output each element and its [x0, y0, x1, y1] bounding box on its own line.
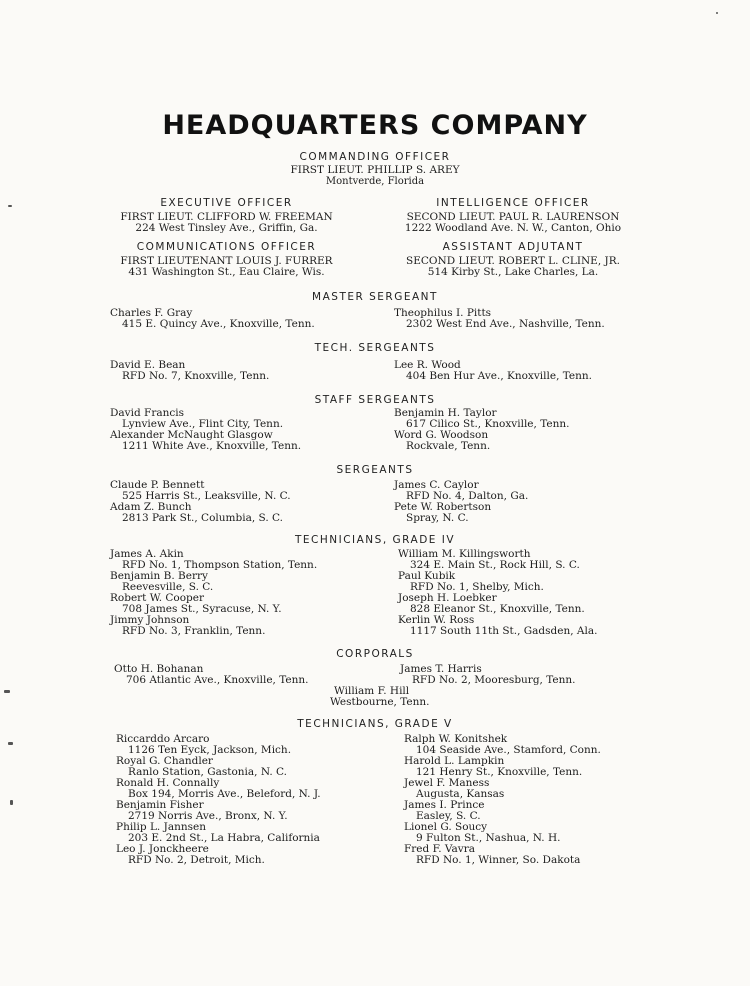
member-name: Paul Kubik	[398, 570, 456, 582]
assistant-adjutant-block	[394, 241, 632, 278]
section-heading-sergeants: SERGEANTS	[336, 464, 414, 476]
member-address: 1126 Ten Eyck, Jackson, Mich.	[128, 744, 292, 756]
executive-officer-name: FIRST LIEUT. CLIFFORD W. FREEMAN	[120, 211, 333, 223]
list-item	[404, 800, 601, 822]
list-item	[400, 664, 575, 686]
member-name: Leo J. Jonckheere	[116, 843, 209, 855]
scan-speck	[716, 12, 718, 14]
member-name: William F. Hill	[334, 685, 410, 697]
member-name: David Francis	[110, 407, 184, 419]
list-item	[116, 756, 321, 778]
member-name: Kerlin W. Ross	[398, 614, 475, 626]
list-item	[110, 430, 301, 452]
staff-sergeants-right-column	[394, 408, 569, 452]
member-name: Adam Z. Bunch	[110, 501, 192, 513]
section-heading-corporals: CORPORALS	[336, 648, 414, 660]
member-address: RFD No. 2, Mooresburg, Tenn.	[412, 674, 576, 686]
member-address: 404 Ben Hur Ave., Knoxville, Tenn.	[406, 370, 593, 382]
member-name: Alexander McNaught Glasgow	[110, 429, 273, 441]
member-name: James C. Caylor	[394, 479, 479, 491]
member-name: Royal G. Chandler	[116, 755, 213, 767]
member-address: 708 James St., Syracuse, N. Y.	[122, 603, 282, 615]
grade-iv-left-column	[110, 549, 317, 637]
member-name: Philip L. Jannsen	[116, 821, 206, 833]
member-name: David E. Bean	[110, 359, 186, 371]
list-item	[116, 778, 321, 800]
list-item	[404, 778, 601, 800]
list-item	[110, 480, 291, 502]
member-address: 2813 Park St., Columbia, S. C.	[122, 512, 283, 524]
member-address: 121 Henry St., Knoxville, Tenn.	[416, 766, 583, 778]
intelligence-officer-name: SECOND LIEUT. PAUL R. LAURENSON	[406, 211, 620, 223]
list-item	[404, 734, 601, 756]
list-item	[116, 734, 321, 756]
grade-iv-right-column	[398, 549, 597, 637]
member-address: 828 Eleanor St., Knoxville, Tenn.	[410, 603, 585, 615]
member-address: 1117 South 11th St., Gadsden, Ala.	[410, 625, 598, 637]
list-item	[110, 571, 317, 593]
member-address: RFD No. 1, Shelby, Mich.	[410, 581, 544, 593]
list-item	[394, 408, 569, 430]
section-heading-technicians-grade-v: TECHNICIANS, GRADE V	[297, 718, 453, 730]
commanding-officer-heading: COMMANDING OFFICER	[299, 151, 451, 163]
member-name: Benjamin Fisher	[116, 799, 204, 811]
member-address: Augusta, Kansas	[416, 788, 505, 800]
list-item	[398, 549, 597, 571]
member-address: 706 Atlantic Ave., Knoxville, Tenn.	[126, 674, 309, 686]
member-name: Pete W. Robertson	[394, 501, 492, 513]
member-address: Rockvale, Tenn.	[406, 440, 491, 452]
tech-sergeants-right-column	[394, 360, 592, 382]
member-name: Riccarddo Arcaro	[116, 733, 210, 745]
member-address: Lynview Ave., Flint City, Tenn.	[122, 418, 284, 430]
member-name: Benjamin H. Taylor	[394, 407, 497, 419]
list-item	[394, 360, 592, 382]
list-item	[110, 502, 291, 524]
list-item	[116, 844, 321, 866]
master-sergeant-left-column	[110, 308, 315, 330]
member-name: Charles F. Gray	[110, 307, 193, 319]
scan-speck	[8, 205, 12, 207]
member-name: Harold L. Lampkin	[404, 755, 505, 767]
list-item	[404, 822, 601, 844]
list-item	[110, 360, 269, 382]
corporals-left-column	[114, 664, 309, 686]
member-name: Word G. Woodson	[394, 429, 489, 441]
member-address: 415 E. Quincy Ave., Knoxville, Tenn.	[122, 318, 315, 330]
member-address: RFD No. 7, Knoxville, Tenn.	[122, 370, 270, 382]
communications-officer-block	[108, 241, 345, 278]
member-address: Easley, S. C.	[416, 810, 481, 822]
member-address: 9 Fulton St., Nashua, N. H.	[416, 832, 561, 844]
member-address: Spray, N. C.	[406, 512, 469, 524]
intelligence-officer-address: 1222 Woodland Ave. N. W., Canton, Ohio	[404, 222, 622, 234]
scan-speck	[8, 742, 13, 745]
list-item	[110, 308, 315, 330]
page-title: HEADQUARTERS COMPANY	[162, 110, 588, 141]
commanding-officer-address: Montverde, Florida	[325, 176, 425, 187]
executive-officer-block	[108, 197, 345, 234]
sergeants-left-column	[110, 480, 291, 524]
member-address: 2302 West End Ave., Nashville, Tenn.	[406, 318, 605, 330]
list-item	[394, 430, 569, 452]
member-address: RFD No. 1, Winner, So. Dakota	[416, 854, 581, 866]
corporals-center-entry	[330, 686, 430, 708]
member-name: Fred F. Vavra	[404, 843, 475, 855]
list-item	[110, 615, 317, 637]
sergeants-right-column	[394, 480, 528, 524]
member-name: Lionel G. Soucy	[404, 821, 488, 833]
member-name: Joseph H. Loebker	[398, 592, 497, 604]
member-address: 525 Harris St., Leaksville, N. C.	[122, 490, 291, 502]
list-item	[114, 664, 309, 686]
corporals-right-column	[400, 664, 575, 686]
member-name: William M. Killingsworth	[398, 548, 531, 560]
communications-officer-address: 431 Washington St., Eau Claire, Wis.	[128, 266, 325, 278]
communications-officer-name: FIRST LIEUTENANT LOUIS J. FURRER	[120, 255, 333, 267]
list-item	[116, 800, 321, 822]
member-name: Ronald H. Connally	[116, 777, 220, 789]
grade-v-left-column	[116, 734, 321, 866]
member-name: Ralph W. Konitshek	[404, 733, 508, 745]
member-address: RFD No. 4, Dalton, Ga.	[406, 490, 529, 502]
assistant-adjutant-name: SECOND LIEUT. ROBERT L. CLINE, JR.	[406, 255, 620, 267]
member-address: 2719 Norris Ave., Bronx, N. Y.	[128, 810, 288, 822]
member-address: Westbourne, Tenn.	[330, 696, 430, 708]
member-name: Robert W. Cooper	[110, 592, 205, 604]
member-name: Otto H. Bohanan	[114, 663, 204, 675]
list-item	[404, 756, 601, 778]
section-heading-staff-sergeants: STAFF SERGEANTS	[314, 394, 436, 406]
tech-sergeants-left-column	[110, 360, 269, 382]
intelligence-officer-heading: INTELLIGENCE OFFICER	[436, 197, 590, 209]
assistant-adjutant-address: 514 Kirby St., Lake Charles, La.	[427, 266, 599, 278]
list-item	[398, 593, 597, 615]
member-address: Ranlo Station, Gastonia, N. C.	[128, 766, 288, 778]
executive-officer-heading: EXECUTIVE OFFICER	[160, 197, 293, 209]
section-heading-technicians-grade-iv: TECHNICIANS, GRADE IV	[294, 534, 456, 546]
scan-speck	[4, 690, 10, 693]
member-address: 324 E. Main St., Rock Hill, S. C.	[410, 559, 580, 571]
member-name: Lee R. Wood	[394, 359, 461, 371]
scan-speck	[10, 800, 13, 805]
member-address: RFD No. 3, Franklin, Tenn.	[122, 625, 266, 637]
list-item	[110, 593, 317, 615]
member-address: RFD No. 2, Detroit, Mich.	[128, 854, 265, 866]
list-item	[394, 308, 605, 330]
communications-officer-heading: COMMUNICATIONS OFFICER	[136, 241, 317, 253]
member-address: 104 Seaside Ave., Stamford, Conn.	[416, 744, 601, 756]
member-address: 1211 White Ave., Knoxville, Tenn.	[122, 440, 302, 452]
staff-sergeants-left-column	[110, 408, 301, 452]
list-item	[110, 549, 317, 571]
list-item	[116, 822, 321, 844]
member-name: Jewel F. Maness	[404, 777, 490, 789]
executive-officer-address: 224 West Tinsley Ave., Griffin, Ga.	[135, 222, 318, 234]
section-heading-master-sergeant: MASTER SERGEANT	[312, 291, 438, 303]
member-name: Jimmy Johnson	[110, 614, 190, 626]
member-address: 203 E. 2nd St., La Habra, California	[128, 832, 320, 844]
member-name: James A. Akin	[110, 548, 184, 560]
member-name: Claude P. Bennett	[110, 479, 205, 491]
list-item	[398, 615, 597, 637]
section-heading-tech-sergeants: TECH. SERGEANTS	[314, 342, 436, 354]
list-item	[394, 480, 528, 502]
member-address: RFD No. 1, Thompson Station, Tenn.	[122, 559, 318, 571]
grade-v-right-column	[404, 734, 601, 866]
member-address: Box 194, Morris Ave., Beleford, N. J.	[128, 788, 321, 800]
member-address: Reevesville, S. C.	[122, 581, 214, 593]
member-address: 617 Cilico St., Knoxville, Tenn.	[406, 418, 570, 430]
list-item	[398, 571, 597, 593]
list-item	[404, 844, 601, 866]
list-item	[110, 408, 301, 430]
list-item	[394, 502, 528, 524]
member-name: Benjamin B. Berry	[110, 570, 208, 582]
master-sergeant-right-column	[394, 308, 605, 330]
member-name: Theophilus I. Pitts	[394, 307, 492, 319]
member-name: James I. Prince	[404, 799, 485, 811]
commanding-officer-name: FIRST LIEUT. PHILLIP S. AREY	[290, 164, 460, 176]
member-name: James T. Harris	[400, 663, 482, 675]
assistant-adjutant-heading: ASSISTANT ADJUTANT	[442, 241, 584, 253]
intelligence-officer-block	[394, 197, 632, 234]
